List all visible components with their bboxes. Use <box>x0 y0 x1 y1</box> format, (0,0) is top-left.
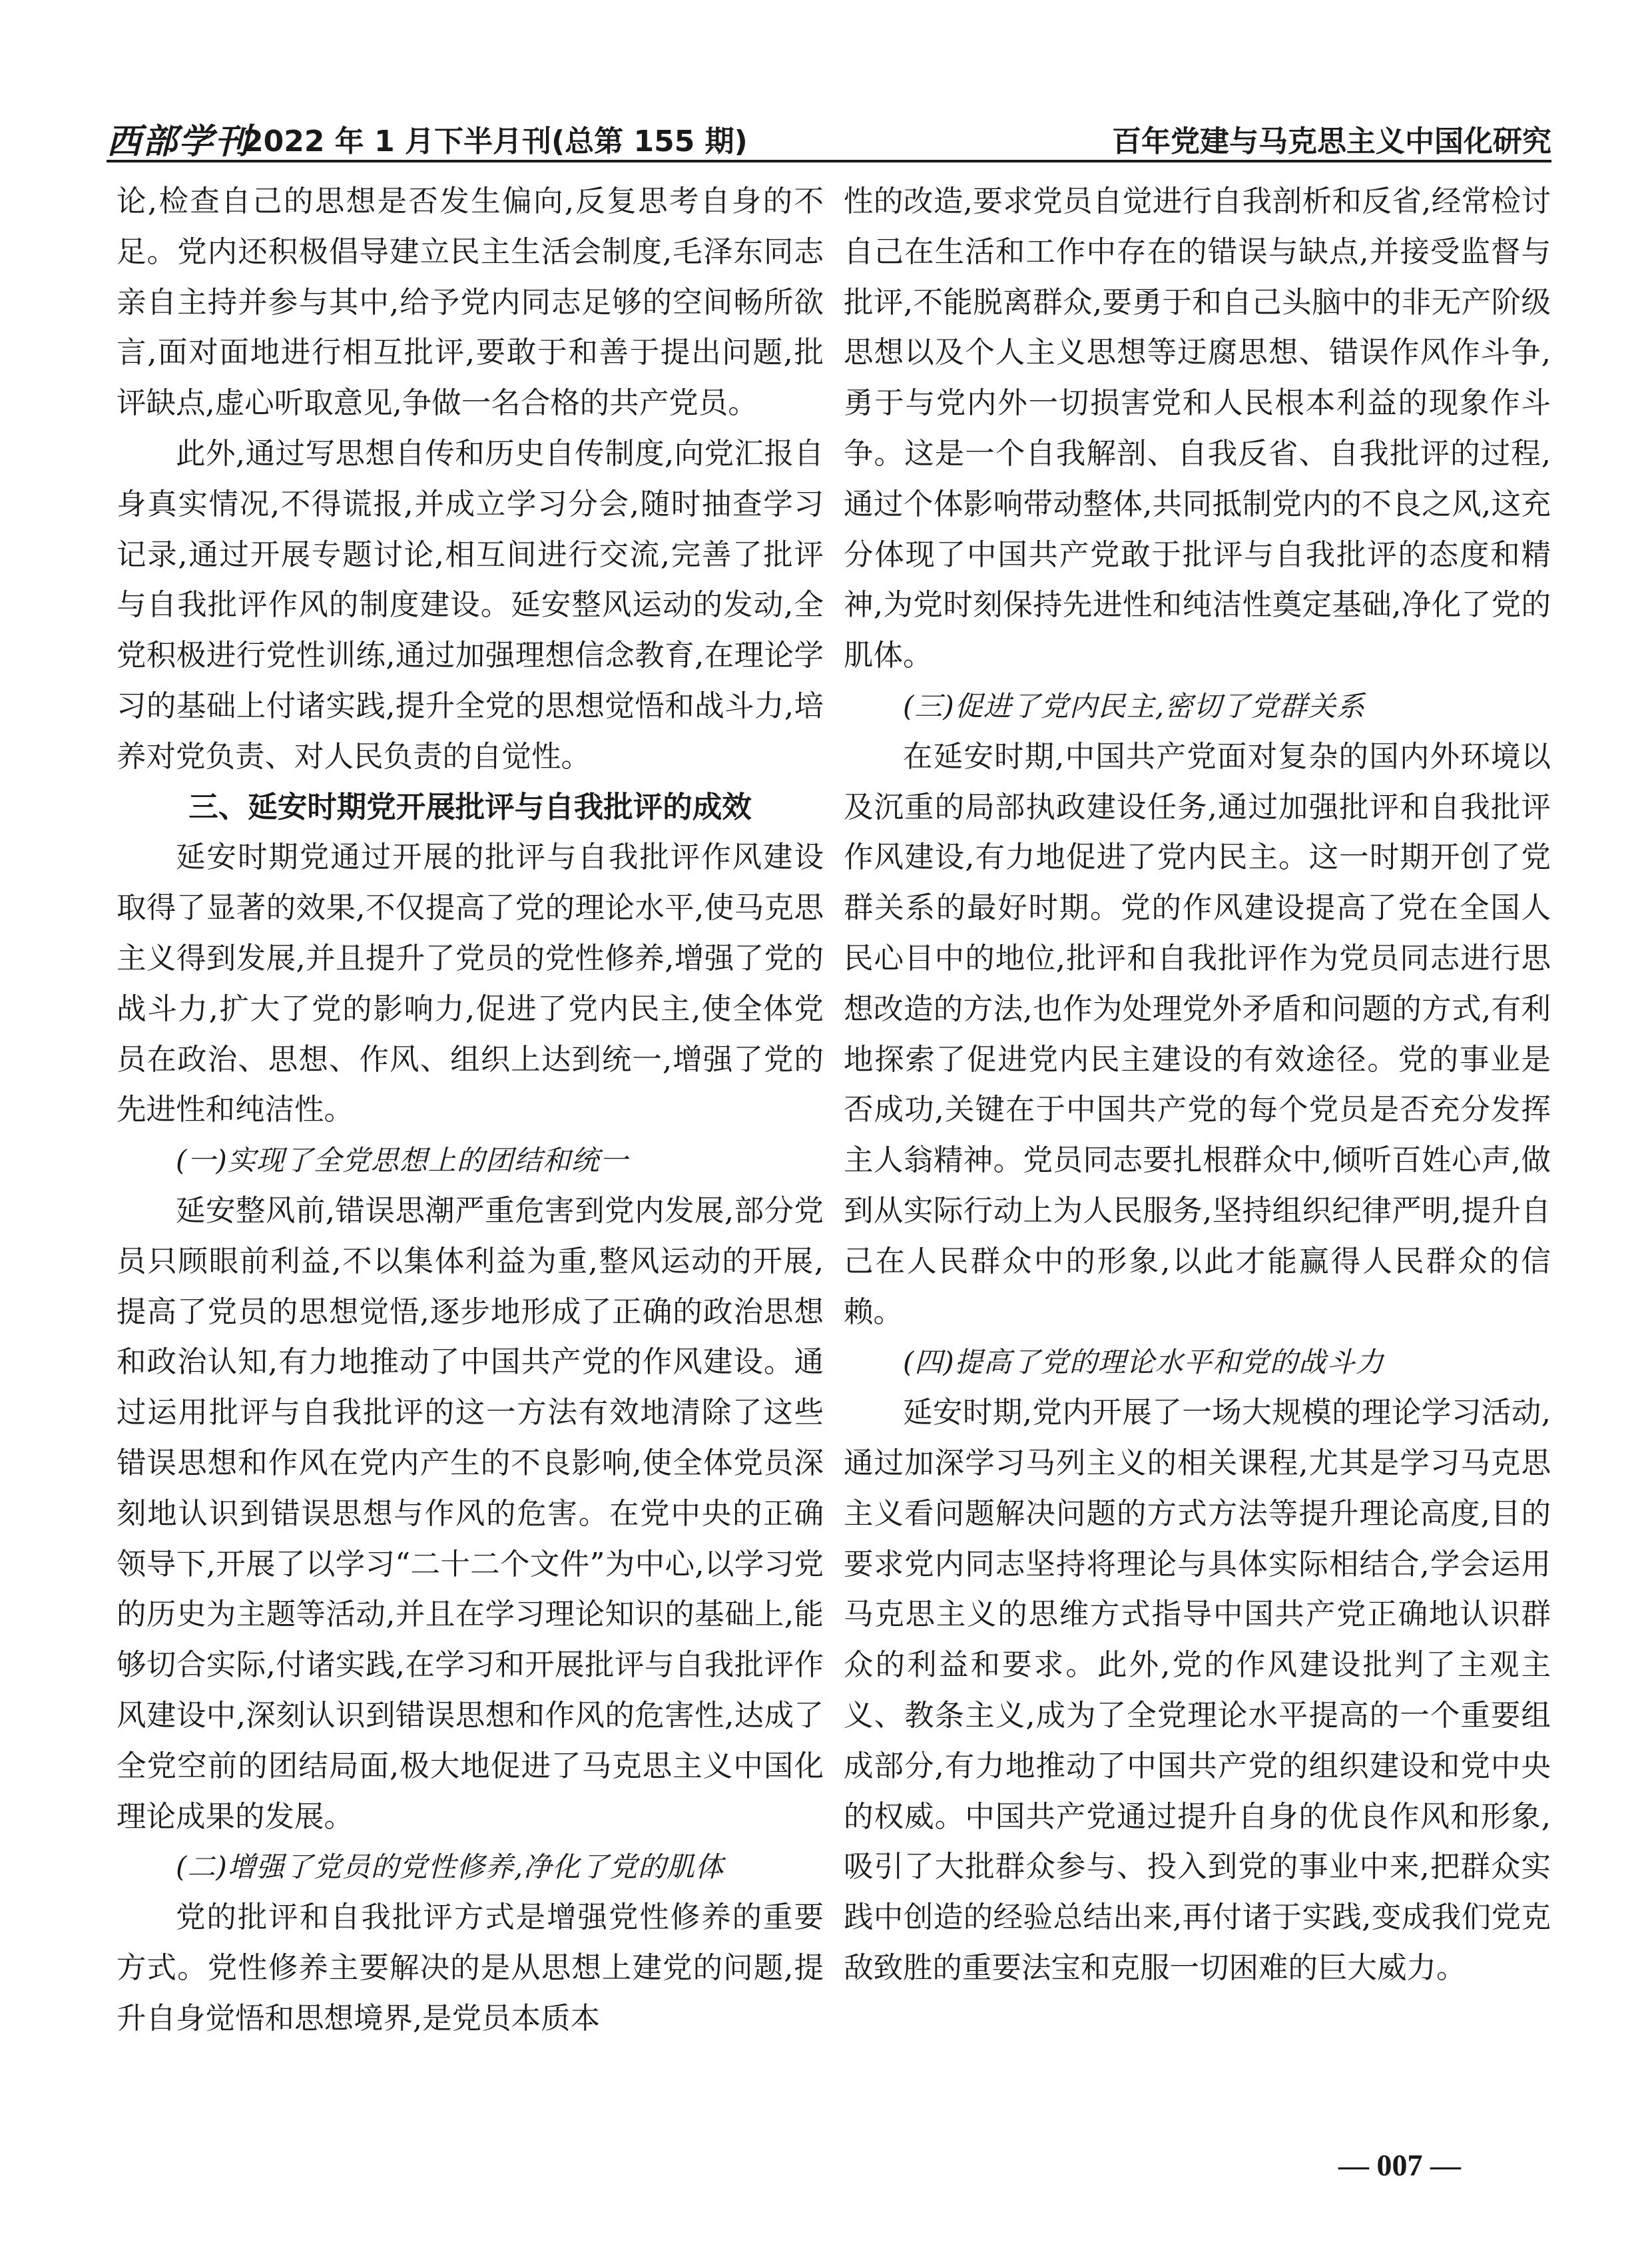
right-column <box>844 176 1551 1994</box>
paragraph: 在延安时期,中国共产党面对复杂的国内外环境以及沉重的局部执政建设任务,通过加强批评和自我批评作风建设,有力地促进了党内民主。这一时期开创了党群关系的最好时期。党的作风建设提高了党在全国人民心目中的地位,批评和自我批评作为党员同志进行思想改造的方法,也作为处理党外矛盾和问题的方式,有利地探索了促进党内民主建设的有效途径。党的事业是否成功,关键在于中国共产党的每个党员是否充分发挥主人翁精神。党员同志要扎根群众中,倾听百姓心声,做到从实际行动上为人民服务,坚持组织纪律严明,提升自己在人民群众中的形象,以此才能赢得人民群众的信赖。 <box>844 739 1551 1329</box>
paragraph: 此外,通过写思想自传和历史自传制度,向党汇报自身真实情况,不得谎报,并成立学习分会,随时抽查学习记录,通过开展专题讨论,相互间进行交流,完善了批评与自我批评作风的制度建设。延安整风运动的发动,全党积极进行党性训练,通过加强理想信念教育,在理论学习的基础上付诸实践,提升全党的思想觉悟和战斗力,培养对党负责、对人民负责的自觉性。 <box>117 436 824 774</box>
paragraph: 延安时期,党内开展了一场大规模的理论学习活动,通过加深学习马列主义的相关课程,尤其是学习马克思主义看问题解决问题的方式方法等提升理论高度,目的要求党内同志坚持将理论与具体实际相结合,学会运用马克思主义的思维方式指导中国共产党正确地认识群众的利益和要求。此外,党的作风建设批判了主观主义、教条主义,成为了全党理论水平提高的一个重要组成部分,有力地推动了中国共产党的组织建设和党中央的权威。中国共产党通过提升自身的优良作风和形象,吸引了大批群众参与、投入到党的事业中来,把群众实践中创造的经验总结出来,再付诸于实践,变成我们党克敌致胜的重要法宝和克服一切困难的巨大威力。 <box>844 1396 1551 1985</box>
left-column <box>117 176 824 2044</box>
page-header <box>107 100 1551 162</box>
section-title: 百年党建与马克思主义中国化研究 <box>1112 125 1551 158</box>
issue-info: 2022 年 1 月下半月刊(总第 155 期) <box>243 125 748 158</box>
paragraph: 党的批评和自我批评方式是增强党性修养的重要方式。党性修养主要解决的是从思想上建党的问题,提升自身觉悟和思想境界,是党员本质本 <box>117 1900 824 2036</box>
journal-masthead: 西部学刊 <box>107 121 251 162</box>
section-heading: 三、延安时期党开展批评与自我批评的成效 <box>188 790 752 824</box>
paragraph: 论,检查自己的思想是否发生偏向,反复思考自身的不足。党内还积极倡导建立民主生活会制度,毛泽东同志亲自主持并参与其中,给予党内同志足够的空间畅所欲言,面对面地进行相互批评,要敢于和善于提出问题,批评缺点,虚心听取意见,争做一名合格的共产党员。 <box>117 184 824 421</box>
subsection-heading: (四)提高了党的理论水平和党的战斗力 <box>903 1346 1384 1379</box>
subsection-heading: (二)增强了党员的党性修养,净化了党的肌体 <box>176 1850 724 1884</box>
subsection-heading: (三)促进了党内民主,密切了党群关系 <box>903 689 1366 722</box>
paragraph: 延安整风前,错误思潮严重危害到党内发展,部分党员只顾眼前利益,不以集体利益为重,整风运动的开展,提高了党员的思想觉悟,逐步地形成了正确的政治思想和政治认知,有力地推动了中国共产党的作风建设。通过运用批评与自我批评的这一方法有效地清除了这些错误思想和作风在党内产生的不良影响,使全体党员深刻地认识到错误思想与作风的危害。在党中央的正确领导下,开展了以学习“二十二个文件”为中心,以学习党的历史为主题等活动,并且在学习理论知识的基础上,能够切合实际,付诸实践,在学习和开展批评与自我批评作风建设中,深刻认识到错误思想和作风的危害性,达成了全党空前的团结局面,极大地促进了马克思主义中国化理论成果的发展。 <box>117 1193 824 1834</box>
page-number: — 007 — <box>1338 2148 1461 2182</box>
paragraph: 延安时期党通过开展的批评与自我批评作风建设取得了显著的效果,不仅提高了党的理论水平,使马克思主义得到发展,并且提升了党员的党性修养,增强了党的战斗力,扩大了党的影响力,促进了党内民主,使全体党员在政治、思想、作风、组织上达到统一,增强了党的先进性和纯洁性。 <box>117 840 824 1127</box>
paragraph: 性的改造,要求党员自觉进行自我剖析和反省,经常检讨自己在生活和工作中存在的错误与缺点,并接受监督与批评,不能脱离群众,要勇于和自己头脑中的非无产阶级思想以及个人主义思想等迂腐思想、错误作风作斗争,勇于与党内外一切损害党和人民根本利益的现象作斗争。这是一个自我解剖、自我反省、自我批评的过程,通过个体影响带动整体,共同抵制党内的不良之风,这充分体现了中国共产党敢于批评与自我批评的态度和精神,为党时刻保持先进性和纯洁性奠定基础,净化了党的肌体。 <box>844 184 1551 673</box>
subsection-heading: (一)实现了全党思想上的团结和统一 <box>176 1144 629 1177</box>
